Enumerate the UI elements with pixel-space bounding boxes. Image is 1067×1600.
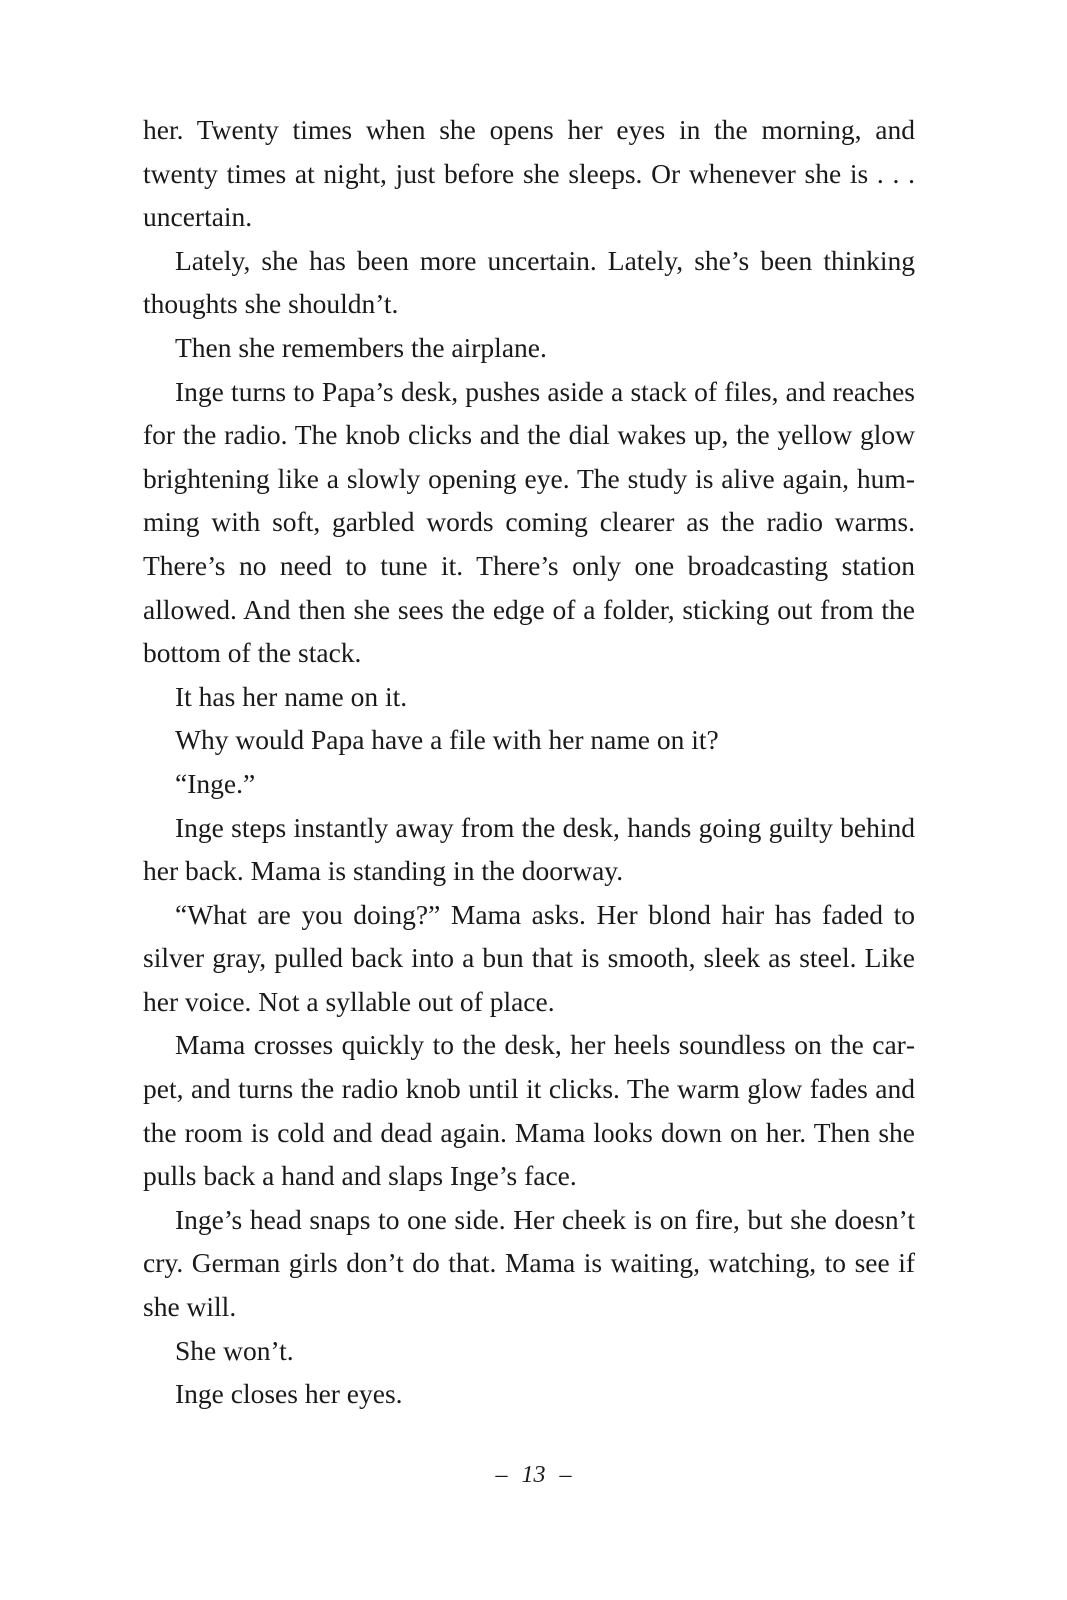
paragraph: Mama crosses quickly to the desk, her heels soundless on the carpet, and turns the radio knob until it clicks. The warm glow fades and the room is cold and dead again. Mama looks down on her. Then she pulls back a hand and slaps Inge’s face. — [143, 1029, 915, 1192]
paragraph: “Inge.” — [175, 767, 256, 799]
paragraph: Why would Papa have a file with her name on it? — [175, 724, 719, 756]
paragraph: She won’t. — [175, 1334, 294, 1366]
paragraph-continuation: her. Twenty times when she opens her eyes in the morning, and twenty times at night, just before she sleeps. Or whenever she is . . . uncertain. — [143, 114, 915, 233]
paragraph: Lately, she has been more uncertain. Lately, she’s been thinking thoughts she shouldn’t. — [143, 244, 915, 320]
page-number-dash-left: – — [495, 1462, 508, 1488]
paragraph: It has her name on it. — [175, 680, 408, 712]
page-number: 13 — [521, 1462, 546, 1488]
paragraph: “What are you doing?” Mama asks. Her blond hair has faded to silver gray, pulled back into a bun that is smooth, sleek as steel. Like her voice. Not a syllable out of place. — [143, 898, 915, 1017]
paragraph: Then she remembers the airplane. — [175, 331, 547, 363]
paragraph: Inge steps instantly away from the desk, hands going guilty behind her back. Mama is standing in the doorway. — [143, 811, 915, 887]
paragraph: Inge closes her eyes. — [175, 1378, 403, 1410]
paragraph: Inge turns to Papa’s desk, pushes aside a stack of files, and reaches for the radio. The knob clicks and the dial wakes up, the yellow glow brightening like a slowly opening eye. The study is alive again, humming with soft, garbled words coming clearer as the radio warms. There’s no need to tune it. There’s only one broadcasting station allowed. And then she sees the edge of a folder, sticking out from the bottom of the stack. — [143, 375, 915, 669]
page-number-footer — [0, 1462, 1067, 1489]
paragraph: Inge’s head snaps to one side. Her cheek is on fire, but she doesn’t cry. German girls don’t do that. Mama is waiting, watching, to see if she will. — [143, 1203, 915, 1323]
page-number-dash-right: – — [559, 1462, 572, 1488]
body-text — [143, 108, 915, 1416]
